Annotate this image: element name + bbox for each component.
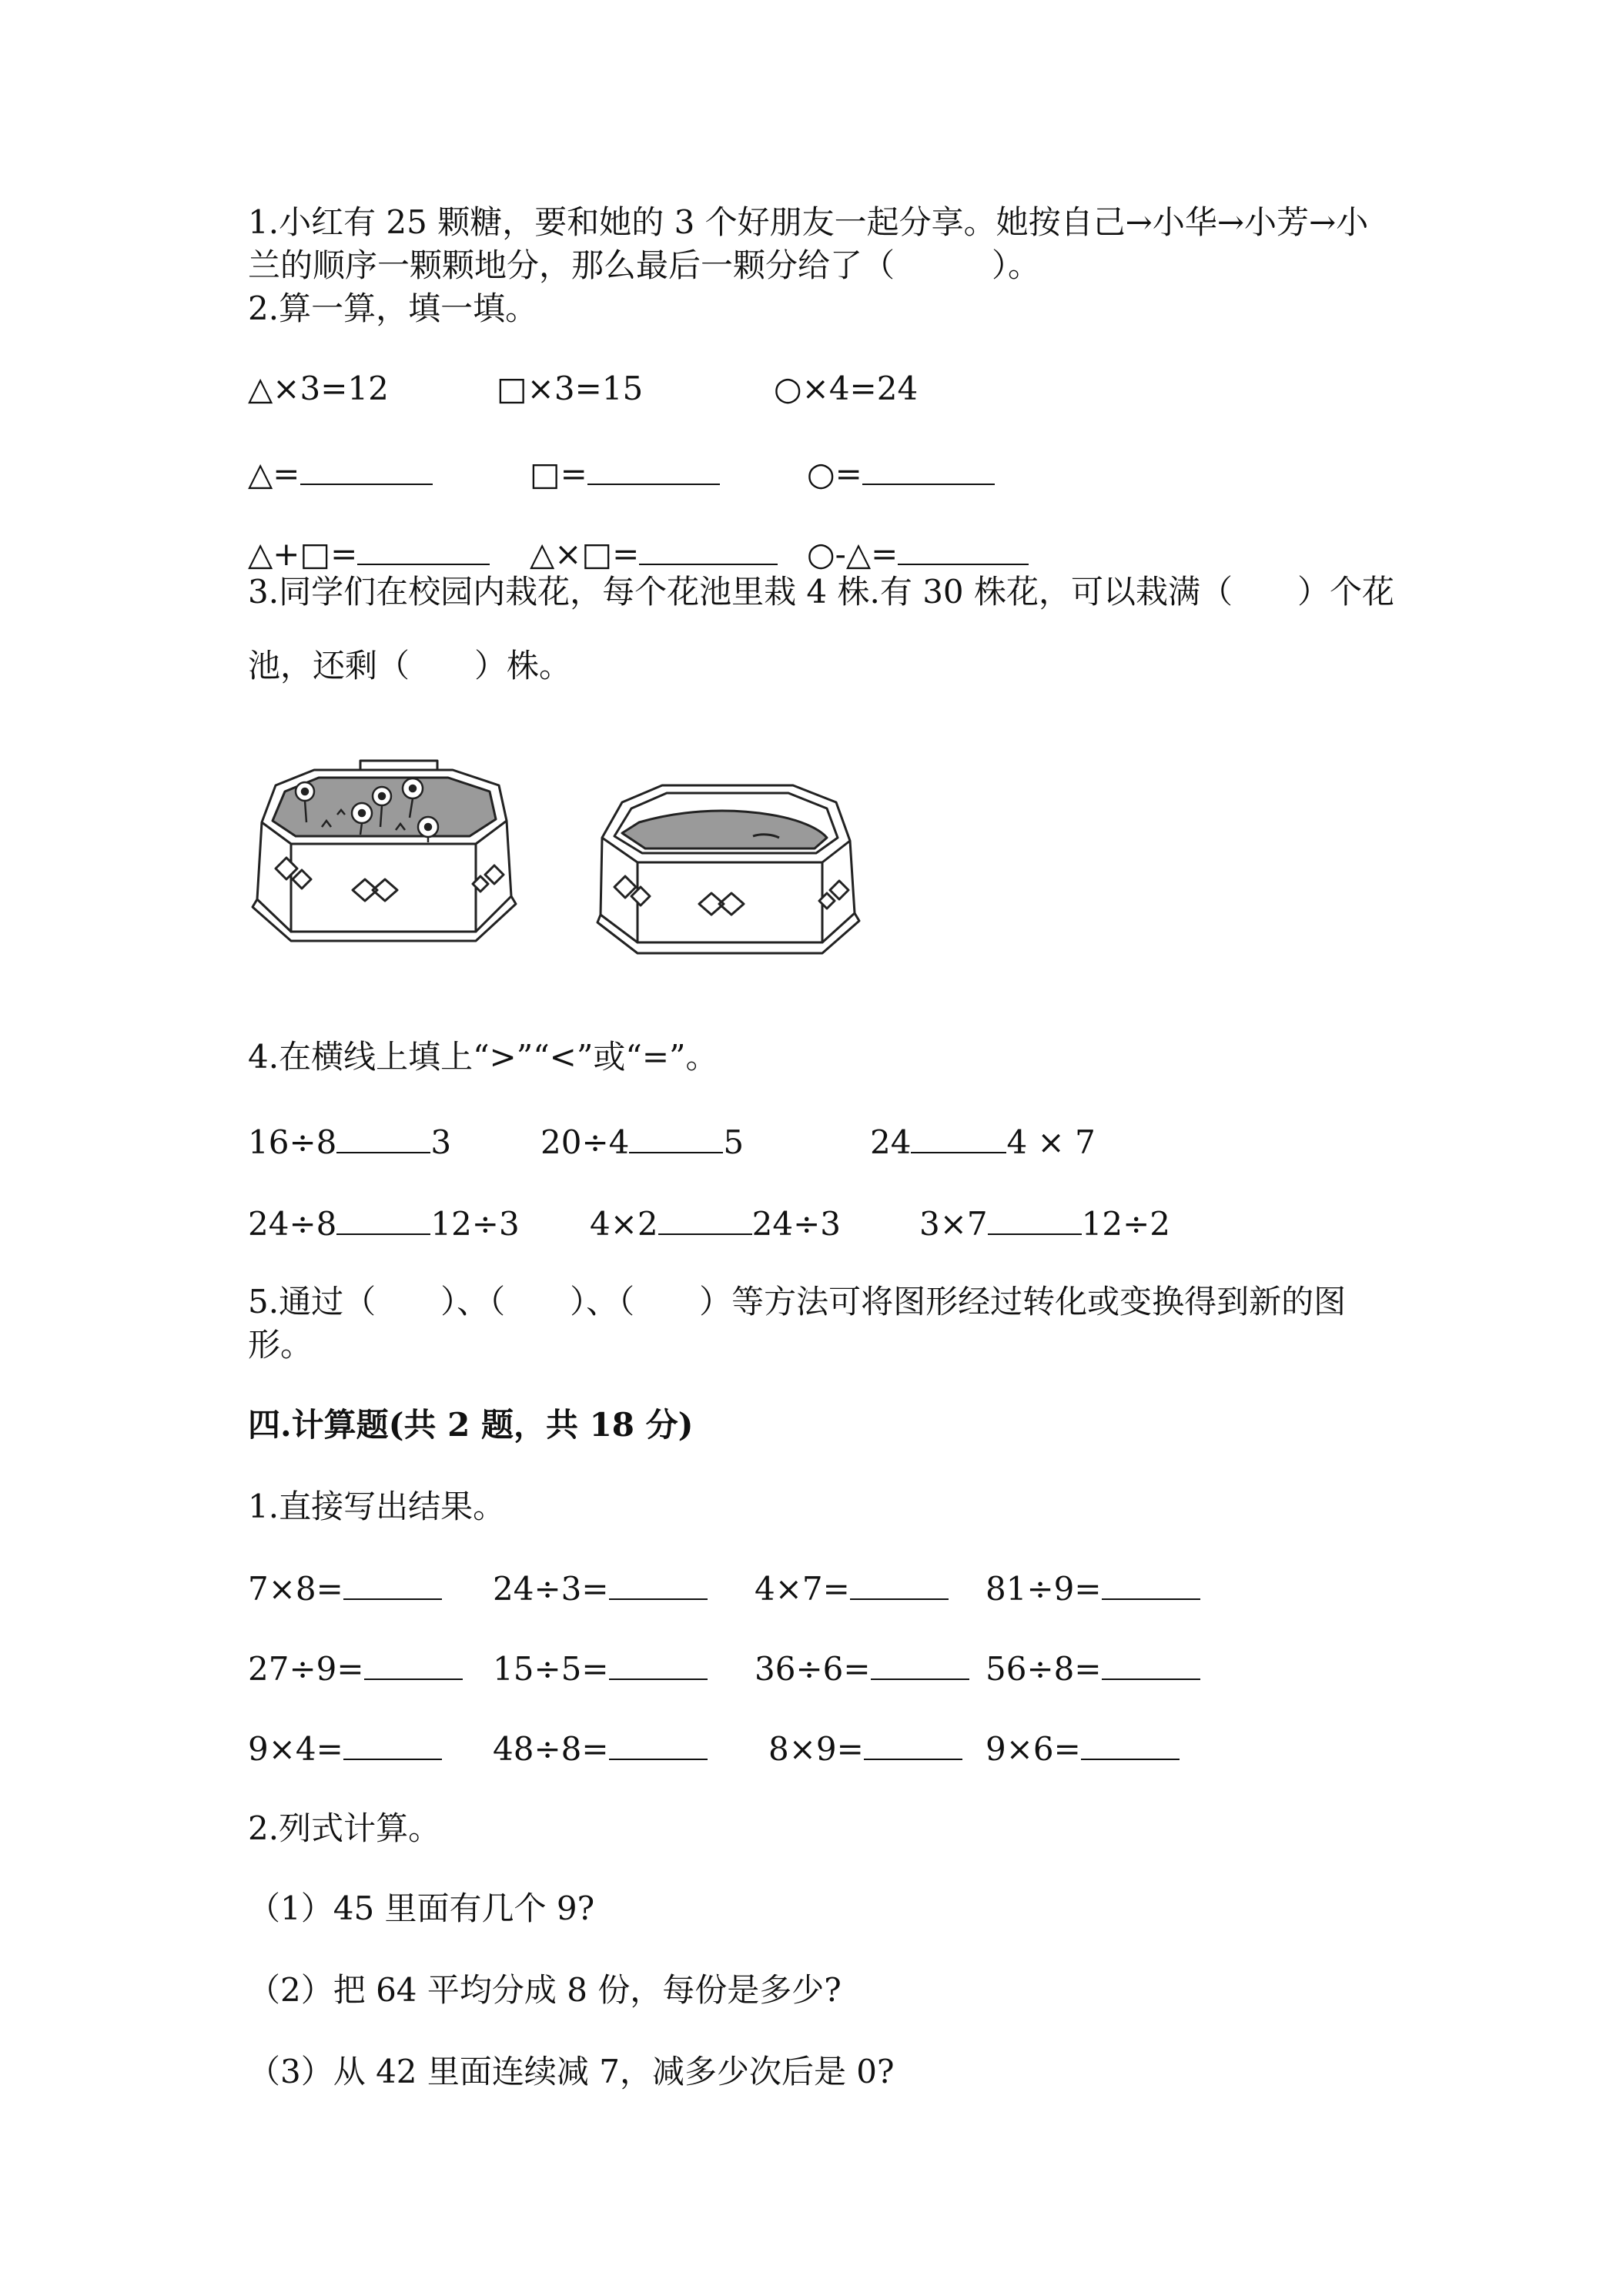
q4-r2-c1: 24÷8 12÷3	[248, 1205, 520, 1243]
calc-item: 81÷9=	[986, 1571, 1200, 1605]
answer-blank[interactable]	[864, 1731, 962, 1760]
q2-answer-circle: ○=	[807, 456, 995, 490]
compare-blank[interactable]	[658, 1206, 752, 1235]
answer-blank[interactable]	[871, 1651, 969, 1680]
answer-blank[interactable]	[343, 1571, 442, 1600]
answer-blank[interactable]	[609, 1651, 708, 1680]
answer-blank[interactable]	[609, 1571, 708, 1600]
flower-pond-planted-illustration	[245, 753, 522, 955]
calc-item: 9×4=	[248, 1731, 442, 1766]
problem-2: （2）把 64 平均分成 8 份，每份是多少?	[248, 1971, 842, 2009]
answer-blank[interactable]	[639, 536, 778, 565]
answer-blank[interactable]	[1102, 1571, 1200, 1600]
compare-blank[interactable]	[988, 1206, 1082, 1235]
answer-blank[interactable]	[587, 456, 720, 485]
calc-item: 48÷8=	[493, 1731, 708, 1766]
calc-item: 36÷6=	[755, 1651, 969, 1685]
q2-answer-triangle: △=	[248, 456, 433, 490]
q4-r1-c1: 16÷8 3	[248, 1123, 452, 1161]
answer-blank[interactable]	[300, 456, 433, 485]
q4-r2-c2: 4×2 24÷3	[590, 1205, 841, 1243]
answer-blank[interactable]	[364, 1651, 463, 1680]
q4-r1-c2: 20÷4 5	[540, 1123, 745, 1161]
q2-eq-circle: ○×4=24	[774, 370, 919, 407]
compare-blank[interactable]	[629, 1124, 723, 1153]
q2-eq-triangle: △×3=12	[248, 370, 389, 407]
answer-blank[interactable]	[898, 536, 1029, 565]
q1-line1: 1.小红有 25 颗糖，要和她的 3 个好朋友一起分享。她按自己→小华→小芳→小	[248, 203, 1369, 241]
q4-r1-c3: 24 4 × 7	[870, 1123, 1096, 1161]
q3-line2: 池，还剩（ ）株。	[248, 647, 572, 684]
flower-pond-empty-illustration	[591, 771, 862, 959]
compare-blank[interactable]	[336, 1124, 430, 1153]
q1-line2: 兰的顺序一颗颗地分，那么最后一颗分给了（ ）。	[248, 246, 1041, 284]
column-calc-title: 2.列式计算。	[248, 1809, 441, 1847]
compare-blank[interactable]	[911, 1124, 1006, 1153]
answer-blank[interactable]	[1081, 1731, 1180, 1760]
answer-blank[interactable]	[343, 1731, 442, 1760]
q2-product: △×□=	[530, 536, 778, 571]
q4-r2-c3: 3×7 12÷2	[919, 1205, 1170, 1243]
q2-answer-square: □=	[530, 456, 720, 490]
problem-3: （3）从 42 里面连续减 7，减多少次后是 0?	[248, 2053, 895, 2090]
q2-title: 2.算一算，填一填。	[248, 290, 538, 327]
q2-eq-square: □×3=15	[497, 370, 644, 407]
q5-line1: 5.通过（ ）、（ ）、（ ）等方法可将图形经过转化或变换得到新的图	[248, 1283, 1347, 1320]
q3-line1: 3.同学们在校园内栽花，每个花池里栽 4 株.有 30 株花，可以栽满（ ）个花	[248, 573, 1394, 611]
calc-item: 4×7=	[755, 1571, 949, 1605]
compare-blank[interactable]	[336, 1206, 430, 1235]
calc-item: 8×9=	[768, 1731, 962, 1766]
answer-blank[interactable]	[1102, 1651, 1200, 1680]
answer-blank[interactable]	[862, 456, 995, 485]
answer-blank[interactable]	[850, 1571, 949, 1600]
section-heading: 四.计算题(共 2 题，共 18 分)	[248, 1406, 694, 1444]
calc-item: 15÷5=	[493, 1651, 708, 1685]
q2-difference: ○-△=	[807, 536, 1029, 571]
direct-calc-title: 1.直接写出结果。	[248, 1488, 506, 1525]
q2-sum: △+□=	[248, 536, 490, 571]
calc-item: 27÷9=	[248, 1651, 463, 1685]
answer-blank[interactable]	[609, 1731, 708, 1760]
q4-title: 4.在横线上填上“>”“<”或“=”。	[248, 1038, 718, 1076]
calc-item: 9×6=	[986, 1731, 1180, 1766]
calc-item: 56÷8=	[986, 1651, 1200, 1685]
problem-1: （1）45 里面有几个 9?	[248, 1889, 595, 1927]
answer-blank[interactable]	[357, 536, 490, 565]
calc-item: 24÷3=	[493, 1571, 708, 1605]
q5-line2: 形。	[248, 1326, 313, 1364]
calc-item: 7×8=	[248, 1571, 442, 1605]
